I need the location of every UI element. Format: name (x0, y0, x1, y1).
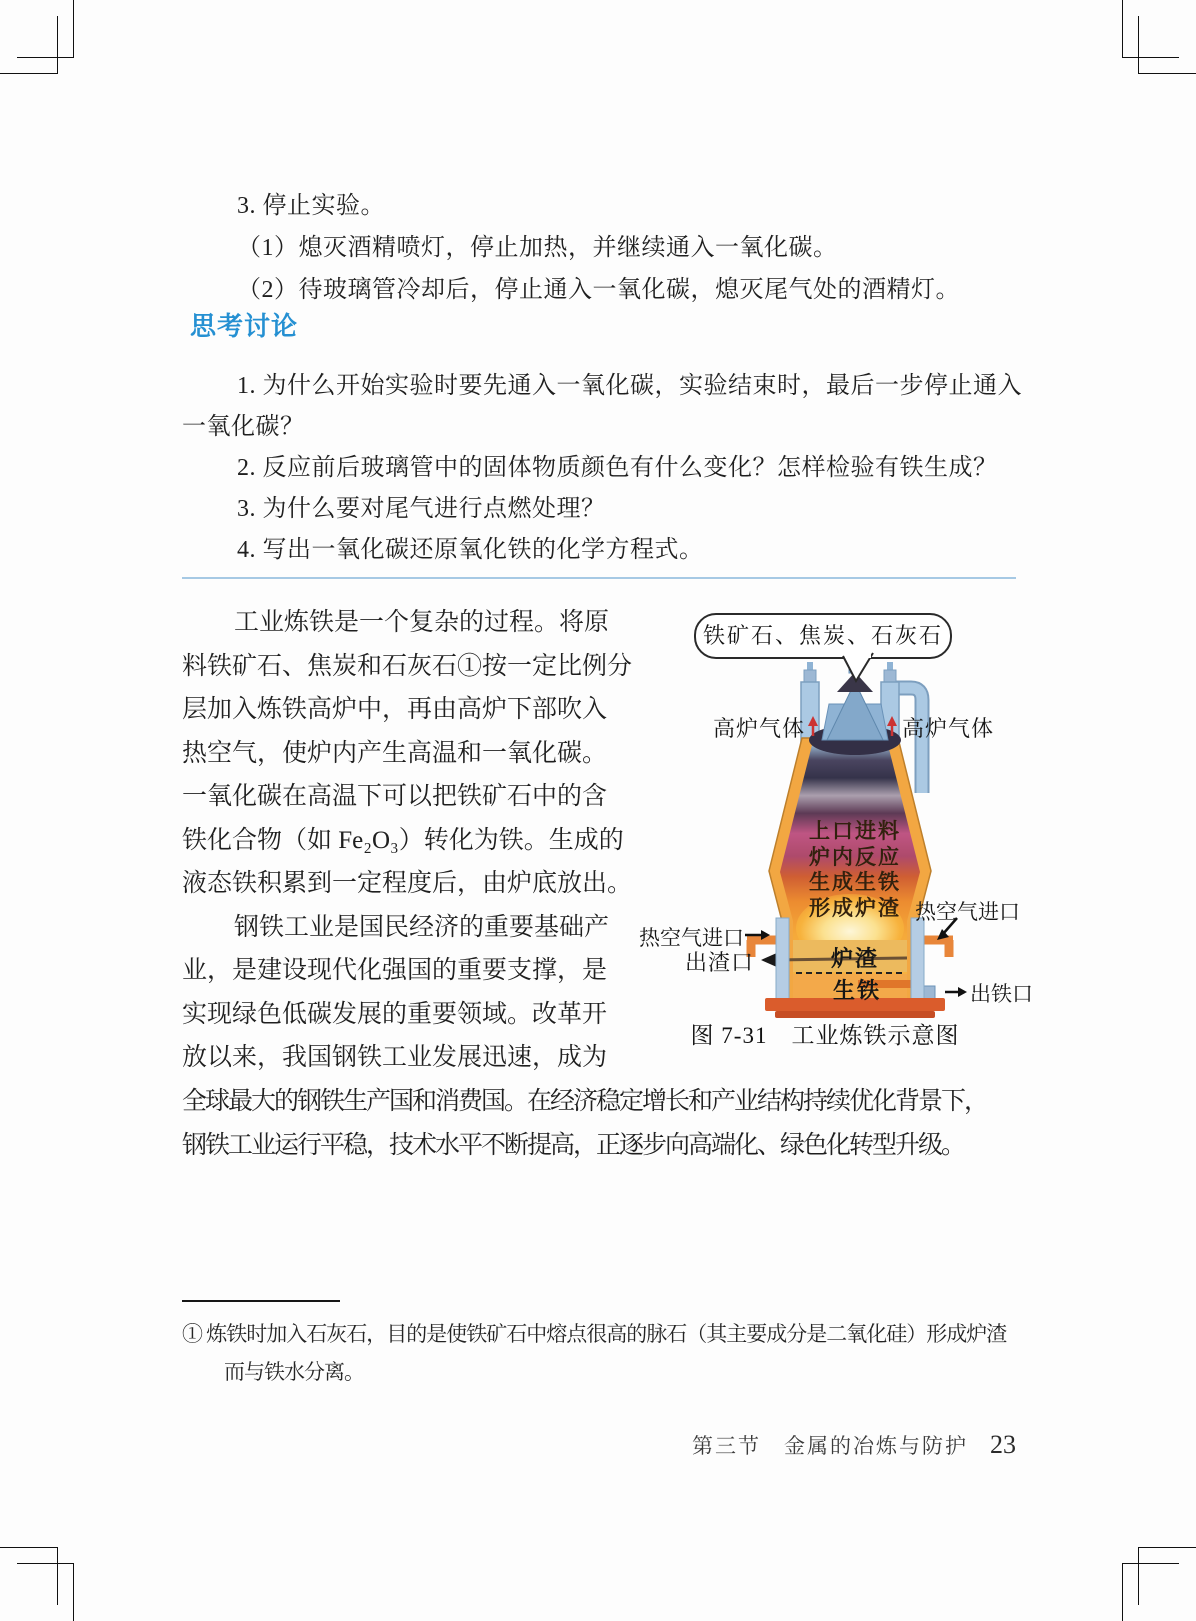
footnote-line: ① 炼铁时加入石灰石，目的是使铁矿石中熔点很高的脉石（其主要成分是二氧化硅）形成炉渣 (182, 1322, 1007, 1346)
crop-mark (1138, 1547, 1196, 1605)
section-divider (182, 577, 1016, 579)
furnace-process-line: 形成炉渣 (809, 895, 901, 920)
question-3: 3. 为什么要对尾气进行点燃处理？ (237, 496, 606, 522)
crop-mark (1138, 16, 1196, 74)
furnace-gas-label-right: 高炉气体 (902, 716, 995, 741)
body-line: 料铁矿石、焦炭和石灰石①按一定比例分 (182, 652, 633, 680)
question-2: 2. 反应前后玻璃管中的固体物质颜色有什么变化？怎样检验有铁生成？ (237, 455, 998, 481)
footnote-rule (182, 1300, 340, 1302)
experiment-step-3-2: （2）待玻璃管冷却后，停止通入一氧化碳，熄灭尾气处的酒精灯。 (237, 277, 960, 303)
hot-air-inlet-label-left: 热空气进口 (639, 926, 744, 950)
body-line: 液态铁积累到一定程度后，由炉底放出。 (182, 870, 633, 897)
body-line: 铁化合物（如 Fe₂O₃）转化为铁。生成的 (182, 826, 624, 854)
furnace-process-text (793, 819, 917, 921)
iron-outlet-arrow-icon (945, 987, 967, 997)
support-column-right (911, 918, 924, 1000)
body-line: 全球最大的钢铁生产国和消费国。在经济稳定增长和产业结构持续优化背景下， (182, 1088, 988, 1115)
body-line: 放以来，我国钢铁工业发展迅速，成为 (182, 1044, 608, 1071)
figure-caption: 图 7-31 工业炼铁示意图 (690, 1023, 960, 1048)
footer-page-number: 23 (990, 1430, 1016, 1459)
body-line: 一氧化碳在高温下可以把铁矿石中的含 (182, 783, 608, 810)
pig-iron-label: 生铁 (833, 978, 882, 1003)
body-line: 层加入炼铁高炉中，再由高炉下部吹入 (182, 696, 608, 723)
figure-7-31 (615, 588, 1035, 1053)
support-column-left (776, 918, 789, 1000)
body-text-fullwidth (182, 1080, 1022, 1167)
hot-air-inlet-label-right: 热空气进口 (915, 900, 1020, 924)
body-line: 钢铁工业是国民经济的重要基础产 (234, 913, 610, 941)
footer-section-title: 第三节 金属的冶炼与防护 (692, 1434, 968, 1458)
body-line: 工业炼铁是一个复杂的过程。将原 (234, 609, 610, 636)
slag-outlet-label: 出渣口 (685, 950, 755, 975)
iron-outlet-label: 出铁口 (970, 982, 1033, 1006)
furnace-gas-label-left: 高炉气体 (713, 716, 806, 741)
body-text-column (182, 601, 633, 1080)
body-line: 实现绿色低碳发展的重要领域。改革开 (182, 1000, 608, 1028)
question-4: 4. 写出一氧化碳还原氧化铁的化学方程式。 (237, 537, 704, 563)
crop-mark (0, 16, 58, 74)
body-line: 热空气，使炉内产生高温和一氧化碳。 (182, 739, 608, 767)
question-1-line-1: 1. 为什么开始实验时要先通入一氧化碳，实验结束时，最后一步停止通入 (237, 373, 1022, 399)
page-footer (182, 1430, 1016, 1460)
footnote-line: 而与铁水分离。 (224, 1360, 364, 1384)
crop-mark (0, 1547, 58, 1605)
slag-label: 炉渣 (831, 946, 880, 971)
experiment-step-3: 3. 停止实验。 (237, 193, 385, 219)
think-discuss-heading: 思考讨论 (190, 311, 299, 341)
bubble-raw-materials-label: 铁矿石、焦炭、石灰石 (702, 623, 943, 648)
body-line: 业，是建设现代化强国的重要支撑，是 (182, 957, 608, 984)
experiment-step-3-1: （1）熄灭酒精喷灯，停止加热，并继续通入一氧化碳。 (237, 235, 838, 261)
hot-air-pipe-right (921, 940, 953, 957)
body-line: 钢铁工业运行平稳，技术水平不断提高，正逐步向高端化、绿色化转型升级。 (182, 1131, 965, 1159)
furnace-process-line: 炉内反应 (809, 844, 901, 869)
furnace-process-line: 上口进料 (809, 819, 901, 843)
furnace-process-line: 生成生铁 (809, 870, 901, 894)
question-1-line-2: 一氧化碳？ (182, 414, 305, 440)
